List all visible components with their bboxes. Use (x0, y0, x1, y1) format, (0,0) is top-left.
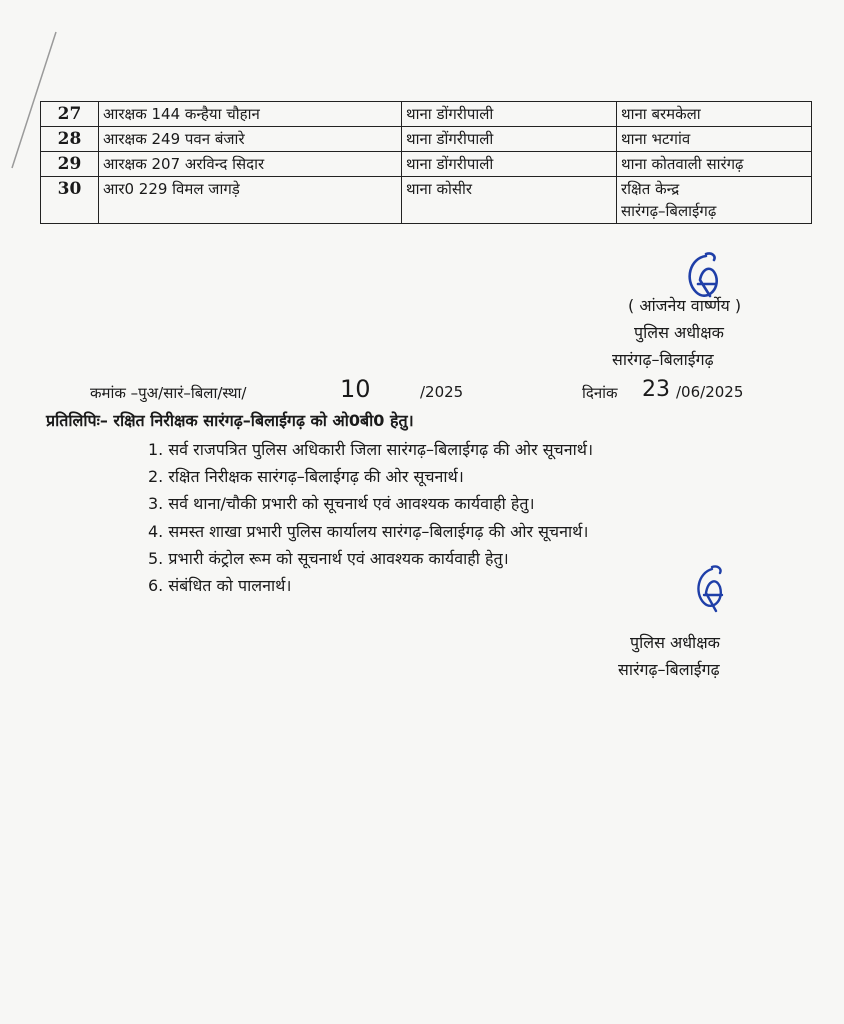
employee-name: आरक्षक 207 अरविन्द सिदार (99, 152, 402, 177)
serial-number: 29 (41, 152, 99, 177)
list-item: 4. समस्त शाखा प्रभारी पुलिस कार्यालय सारंगढ़–बिलाईगढ़ की ओर सूचनार्थ। (148, 521, 589, 541)
list-item: 6. संबंधित को पालनार्थ। (148, 576, 292, 596)
serial-number: 30 (41, 177, 99, 224)
to-station (617, 177, 812, 224)
from-station: थाना डोंगरीपाली (402, 102, 617, 127)
to-station-line: थाना बरमकेला (621, 105, 701, 123)
reference-year: /2025 (420, 383, 464, 401)
officer-designation: पुलिस अधीक्षक (630, 633, 720, 652)
from-station: थाना कोसीर (402, 177, 617, 224)
from-station: थाना डोंगरीपाली (402, 127, 617, 152)
table-row (41, 152, 812, 177)
to-station (617, 152, 812, 177)
list-item: 5. प्रभारी कंट्रोल रूम को सूचनार्थ एवं आवश्यक कार्यवाही हेतु। (148, 548, 509, 568)
table-row (41, 177, 812, 224)
employee-name: आर0 229 विमल जागड़े (99, 177, 402, 224)
list-item: 3. सर्व थाना/चौकी प्रभारी को सूचनार्थ एवं आवश्यक कार्यवाही हेतु। (148, 494, 535, 514)
list-item: 1. सर्व राजपत्रित पुलिस अधिकारी जिला सारंगढ़–बिलाईगढ़ की ओर सूचनार्थ। (148, 440, 594, 459)
to-station-line: रक्षित केन्द्र (621, 180, 680, 198)
date-label: दिनांक (582, 384, 618, 402)
to-station (617, 127, 812, 152)
to-station-line: सारंगढ़–बिलाईगढ़ (621, 202, 717, 220)
officer-location: सारंगढ़–बिलाईगढ़ (618, 660, 720, 679)
table-row (41, 127, 812, 152)
to-station (617, 102, 812, 127)
officer-designation: पुलिस अधीक्षक (634, 323, 724, 342)
date-day: 23 (642, 377, 670, 402)
serial-number: 27 (41, 102, 99, 127)
copy-list (148, 436, 593, 599)
officer-location: सारंगढ़–बिलाईगढ़ (612, 350, 714, 369)
employee-name: आरक्षक 249 पवन बंजारे (99, 127, 402, 152)
employee-name: आरक्षक 144 कन्हैया चौहान (99, 102, 402, 127)
signature-mark (688, 565, 732, 617)
reference-prefix: कमांक –पुअ/सारं–बिला/स्था/ (90, 384, 247, 402)
transfer-table (40, 101, 812, 224)
list-item: 2. रक्षित निरीक्षक सारंगढ़–बिलाईगढ़ की ओर सूचनार्थ। (148, 467, 464, 487)
from-station: थाना डोंगरीपाली (402, 152, 617, 177)
reference-number: 10 (340, 375, 371, 403)
officer-name: ( आंजनेय वार्ष्णेय ) (628, 296, 742, 315)
date-month-year: /06/2025 (676, 383, 744, 401)
copy-heading: प्रतिलिपिः– रक्षित निरीक्षक सारंगढ़–बिलाईगढ़ को ओ0बी0 हेतु। (46, 411, 414, 430)
to-station-line: थाना भटगांव (621, 130, 691, 148)
table-row (41, 102, 812, 127)
to-station-line: थाना कोतवाली सारंगढ़ (621, 155, 744, 173)
serial-number: 28 (41, 127, 99, 152)
